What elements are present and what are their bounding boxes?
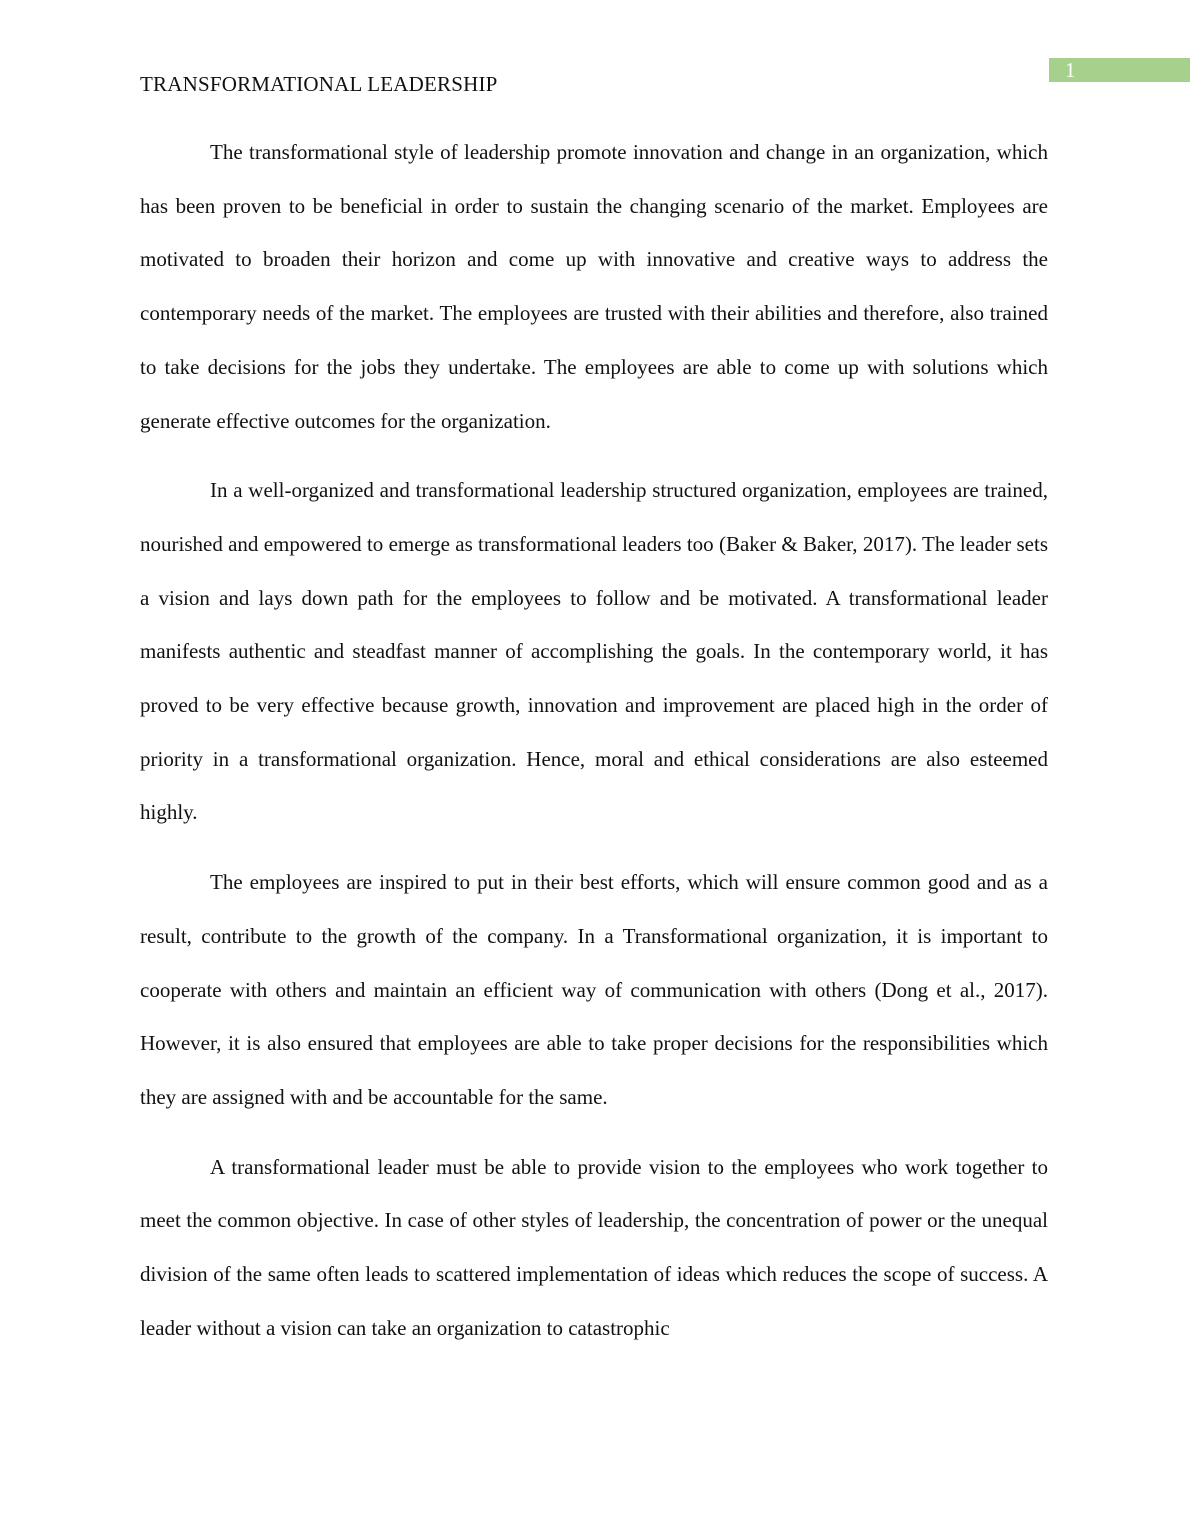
paragraph-2: In a well-organized and transformational leadership structured organization, employees are trained, nourished and empowered to emerge as transformational leaders too (Baker & Baker, 2017). The leader sets a vision and lays down path for the employees to follow and be motivated. A transformational leader manifests authentic and steadfast manner of accomplishing the goals. In the contemporary world, it has proved to be very effective because growth, innovation and improvement are placed high in the order of priority in a transformational organization. Hence, moral and ethical considerations are also esteemed highly. bbox=[140, 478, 1048, 825]
running-head: TRANSFORMATIONAL LEADERSHIP bbox=[140, 72, 498, 96]
page-number: 1 bbox=[1065, 58, 1076, 82]
page-number-bar bbox=[1049, 58, 1190, 82]
paragraph-1: The transformational style of leadership promote innovation and change in an organization, which has been proven to be beneficial in order to sustain the changing scenario of the market. Employees are motivated to broaden their horizon and come up with innovative and creative ways to address the contemporary needs of the market. The employees are trusted with their abilities and therefore, also trained to take decisions for the jobs they undertake. The employees are able to come up with solutions which generate effective outcomes for the organization. bbox=[140, 140, 1048, 433]
paragraph-4: A transformational leader must be able to provide vision to the employees who work together to meet the common objective. In case of other styles of leadership, the concentration of power or the unequal division of the same often leads to scattered implementation of ideas which reduces the scope of success. A leader without a vision can take an organization to catastrophic bbox=[140, 1154, 1048, 1340]
paragraph-3: The employees are inspired to put in their best efforts, which will ensure common good and as a result, contribute to the growth of the company. In a Transformational organization, it is important to cooperate with others and maintain an efficient way of communication with others (Dong et al., 2017). However, it is also ensured that employees are able to take proper decisions for the responsibilities which they are assigned with and be accountable for the same. bbox=[140, 870, 1048, 1109]
body-text bbox=[140, 126, 1048, 1371]
